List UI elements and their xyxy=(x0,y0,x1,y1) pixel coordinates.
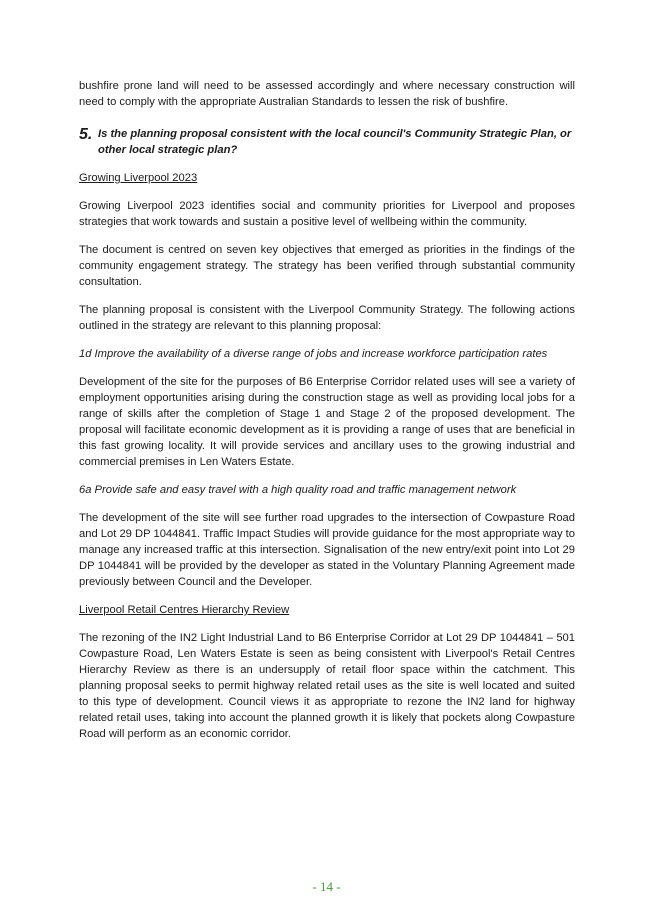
action-1d-title: 1d Improve the availability of a diverse range of jobs and increase workforce participation rates xyxy=(79,348,548,360)
action-1d-text: Development of the site for the purposes of B6 Enterprise Corridor related uses will see a variety of employment opportunities arising during the construction stage as well as providing local jobs for a range of skills after the completion of Stage 1 and Stage 2 of the proposed development. The proposal will facilitate economic development as it is providing a range of uses that are beneficial in this fast growing locality. It will provide services and ancillary uses to the growing industrial and commercial premises in Len Waters Estate. xyxy=(79,376,575,468)
paragraph-growing-liverpool-1: Growing Liverpool 2023 identifies social and community priorities for Liverpool and proposes strategies that work towards and sustain a positive level of wellbeing within the community. xyxy=(79,200,575,228)
intro-paragraph: bushfire prone land will need to be assessed accordingly and where necessary construction will need to comply with the appropriate Australian Standards to lessen the risk of bushfire. xyxy=(79,80,575,108)
heading-retail-centres-review: Liverpool Retail Centres Hierarchy Review xyxy=(79,604,290,616)
heading-growing-liverpool: Growing Liverpool 2023 xyxy=(79,172,198,184)
paragraph-retail-centres-review: The rezoning of the IN2 Light Industrial Land to B6 Enterprise Corridor at Lot 29 DP 1044841 – 501 Cowpasture Road, Len Waters Estate is seen as being consistent with Liverpool's Retail Centres Hierarchy Review as there is an undersupply of retail floor space within the catchment. This planning proposal seeks to permit highway related retail uses as the site is well located and suited to this type of development. Council views it as appropriate to rezone the IN2 land for highway related retail uses, taking into account the planned growth it is likely that pockets along Cowpasture Road will perform as an economic corridor. xyxy=(79,632,575,740)
page-number: - 14 - xyxy=(312,879,341,894)
question-5 xyxy=(79,126,575,158)
action-6a-title: 6a Provide safe and easy travel with a high quality road and traffic management network xyxy=(79,484,517,496)
question-number: 5. xyxy=(79,126,93,143)
action-6a-text: The development of the site will see further road upgrades to the intersection of Cowpasture Road and Lot 29 DP 1044841. Traffic Impact Studies will provide guidance for the most appropriate way to manage any increased traffic at this intersection. Signalisation of the new entry/exit point into Lot 29 DP 1044841 will be provided by the developer as stated in the Voluntary Planning Agreement made previously between Council and the Developer. xyxy=(79,512,575,588)
document-body xyxy=(79,78,575,754)
paragraph-growing-liverpool-3: The planning proposal is consistent with the Liverpool Community Strategy. The following actions outlined in the strategy are relevant to this planning proposal: xyxy=(79,304,575,332)
paragraph-growing-liverpool-2: The document is centred on seven key objectives that emerged as priorities in the findings of the community engagement strategy. The strategy has been verified through substantial community consultation. xyxy=(79,244,575,288)
question-text: Is the planning proposal consistent with the local council's Community Strategic Plan, or other local strategic plan? xyxy=(98,128,572,156)
